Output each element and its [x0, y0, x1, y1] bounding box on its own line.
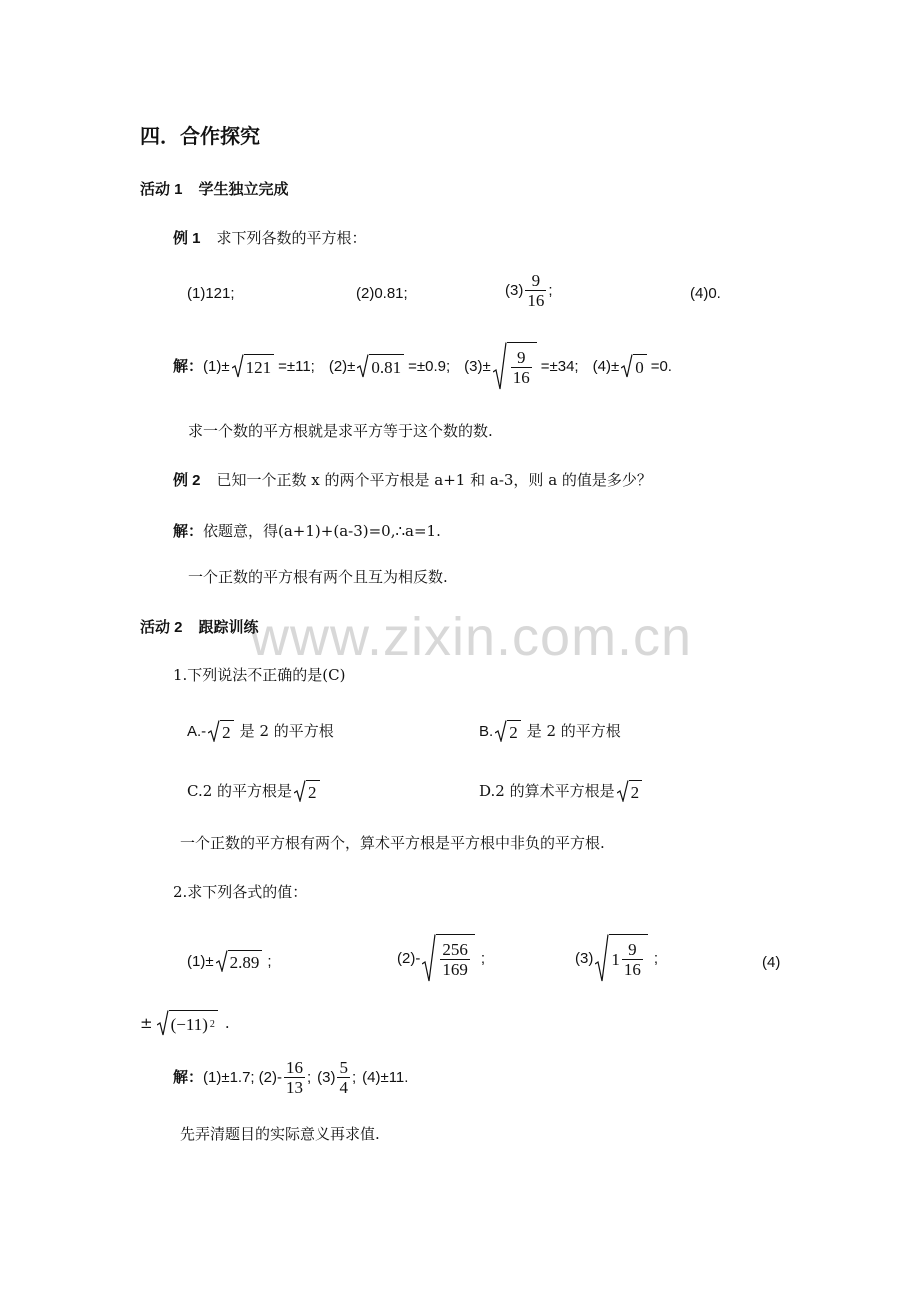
radicand: 2: [220, 720, 234, 742]
solution-3-part-2-prefix: (2)-: [258, 1069, 282, 1086]
radicand: 0.81: [369, 354, 404, 378]
radicand: [436, 934, 475, 982]
sqrt-symbol: [232, 354, 275, 378]
activity-1-label: 活动 1: [140, 181, 183, 198]
sqrt-symbol: [493, 342, 537, 390]
sqrt-symbol: [208, 720, 234, 742]
question-2-part-3-prefix: (3): [575, 949, 594, 967]
solution-2: [173, 524, 441, 539]
sqrt-symbol: [621, 354, 647, 378]
activity-2-title: 跟踪训练: [198, 618, 259, 636]
fraction-denominator: 4: [339, 1078, 348, 1097]
mixed-number-whole: 1: [611, 950, 620, 969]
fraction-numerator: 9: [517, 348, 526, 367]
sqrt-symbol: [595, 934, 648, 982]
example-2-prompt: 已知一个正数 x 的两个平方根是 a+1 和 a-3，则 a 的值是多少？: [216, 471, 652, 489]
note-4: 先弄清题目的实际意义再求值.: [180, 1125, 380, 1143]
example-2: [173, 473, 652, 488]
sqrt-symbol: [617, 780, 643, 802]
example-1-label: 例 1: [173, 230, 201, 247]
question-2-part-4: [140, 1010, 230, 1036]
radicand: 2.89: [228, 950, 263, 972]
solution-3-part-3-prefix: (3): [317, 1069, 336, 1086]
example-1-item-3-suffix: ;: [548, 282, 553, 299]
question-2-part-2-prefix: (2)-: [397, 949, 421, 967]
solution-3-label: 解：: [173, 1068, 204, 1086]
radicand-base: (−11): [170, 1015, 208, 1034]
radicand: [507, 342, 537, 390]
option-a-suffix: 是 2 的平方根: [239, 721, 334, 740]
solution-3-part-2-suffix: ;: [306, 1069, 312, 1086]
question-1-option-d: [479, 780, 644, 802]
activity-2-heading: [140, 620, 259, 635]
option-b-suffix: 是 2 的平方根: [526, 721, 621, 740]
solution-1-part-2-result: =±0.9;: [408, 357, 451, 375]
fraction-denominator: 16: [623, 960, 641, 979]
fraction-denominator: 16: [512, 368, 530, 387]
solution-1-part-2-prefix: (2)±: [328, 357, 356, 375]
sqrt-symbol: [422, 934, 475, 982]
question-2-part-3-suffix: ;: [653, 949, 659, 967]
note-3: 一个正数的平方根有两个，算术平方根是平方根中非负的平方根.: [180, 834, 605, 852]
example-1-item-1: (1)121;: [187, 285, 235, 302]
fraction: [284, 1059, 305, 1096]
sqrt-symbol: [294, 780, 320, 802]
question-1-option-c: [187, 780, 322, 802]
fraction: [440, 941, 470, 978]
solution-3-part-4: (4)±11.: [362, 1069, 409, 1086]
solution-3-part-3-suffix: ;: [351, 1069, 357, 1086]
question-2-part-2-suffix: ;: [480, 949, 485, 967]
sqrt-symbol: [216, 950, 263, 972]
solution-2-label: 解：: [173, 522, 204, 540]
question-2-part-1-suffix: ;: [267, 952, 272, 970]
fraction-numerator: 9: [628, 940, 637, 959]
fraction-numerator: 5: [339, 1058, 348, 1077]
example-2-label: 例 2: [173, 472, 201, 489]
sqrt-symbol: [357, 354, 404, 378]
question-2-part-1: [187, 950, 272, 972]
note-1: 求一个数的平方根就是求平方等于这个数的数.: [188, 422, 493, 440]
fraction-numerator: 9: [531, 271, 541, 290]
example-1: [173, 231, 367, 246]
example-1-item-4: (4)0.: [690, 285, 721, 302]
radicand: [609, 934, 648, 982]
question-2-part-4-label: (4): [762, 954, 781, 971]
option-a-prefix: A.-: [187, 722, 207, 740]
option-c-prefix: C.2 的平方根是: [187, 781, 293, 800]
solution-1-part-3-prefix: (3)±: [464, 357, 491, 375]
example-1-prompt: 求下列各数的平方根：: [216, 229, 367, 247]
radicand: [169, 1010, 218, 1036]
question-2-part-4-suffix: .: [224, 1013, 230, 1032]
fraction: [337, 1059, 350, 1096]
question-2-stem: 2.求下列各式的值：: [173, 883, 308, 901]
solution-1-label: 解：: [173, 356, 204, 375]
fraction-denominator: 13: [285, 1078, 303, 1097]
solution-2-text: 依题意，得(a+1)+(a-3)=0,∴a=1.: [203, 522, 441, 540]
exponent: 2: [209, 1018, 215, 1030]
watermark: www.zixin.com.cn: [250, 607, 693, 667]
section-heading: 四．合作探究: [140, 124, 260, 148]
question-1-option-b: [479, 720, 621, 742]
fraction-numerator: 16: [285, 1058, 303, 1077]
solution-1-part-3-result: =±34;: [540, 357, 579, 375]
solution-1: [173, 341, 672, 391]
question-1-option-a: [187, 720, 334, 742]
sqrt-symbol: [495, 720, 521, 742]
activity-2-label: 活动 2: [140, 619, 183, 636]
fraction-denominator: 169: [442, 960, 468, 979]
activity-1-title: 学生独立完成: [198, 180, 289, 198]
note-2: 一个正数的平方根有两个且互为相反数.: [188, 568, 448, 586]
solution-3-part-1: (1)±1.7;: [203, 1069, 255, 1086]
fraction-numerator: 256: [442, 940, 468, 959]
fraction: [511, 349, 532, 386]
fraction: [622, 941, 643, 978]
solution-1-part-4-prefix: (4)±: [592, 357, 620, 375]
fraction-denominator: 16: [527, 291, 545, 310]
activity-1-heading: [140, 182, 289, 197]
question-1-stem: 1.下列说法不正确的是(C): [173, 666, 346, 684]
radicand: 121: [244, 354, 275, 378]
question-2-part-4-prefix: ±: [140, 1013, 153, 1032]
solution-1-part-4-result: =0.: [650, 357, 672, 375]
question-2-part-2: [397, 934, 485, 982]
example-1-item-2: (2)0.81;: [356, 285, 408, 302]
solution-1-part-1-prefix: (1)±: [203, 357, 230, 375]
sqrt-symbol: [157, 1010, 218, 1036]
option-b-prefix: B.: [479, 722, 494, 740]
question-2-part-3: [575, 934, 658, 982]
example-1-item-3: [505, 272, 553, 309]
solution-3: [173, 1059, 408, 1096]
solution-1-part-1-result: =±11;: [278, 357, 315, 375]
question-2-part-1-prefix: (1)±: [187, 952, 214, 970]
option-d-prefix: D.2 的算术平方根是: [479, 781, 615, 800]
fraction: [525, 272, 546, 309]
radicand: 2: [629, 780, 643, 802]
example-1-item-3-prefix: (3): [505, 282, 524, 299]
radicand: 2: [507, 720, 521, 742]
radicand: 2: [306, 780, 320, 802]
radicand: 0: [633, 354, 647, 378]
